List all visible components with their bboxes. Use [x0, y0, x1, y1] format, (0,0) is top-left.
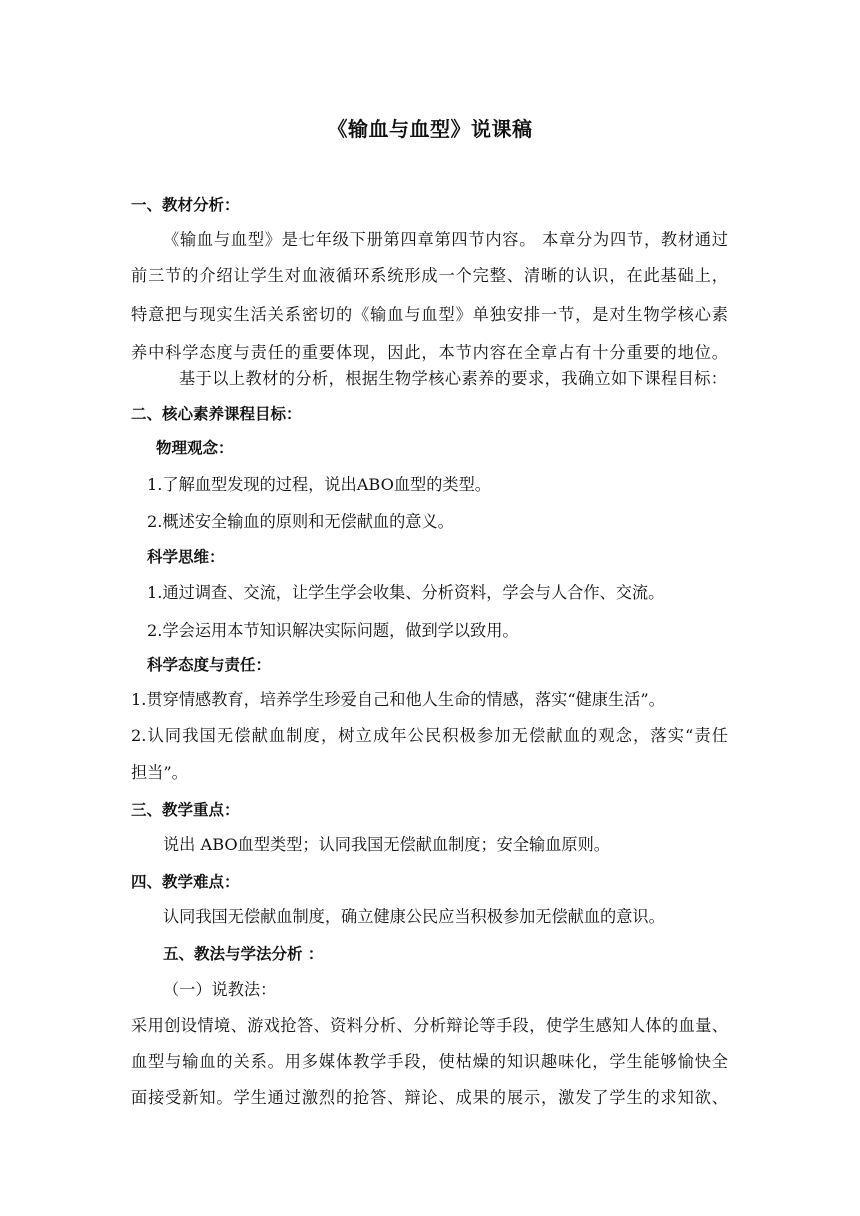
sub-heading-attitude-responsibility: 科学态度与责任：: [147, 656, 272, 674]
section-heading-key-points: 三、教学重点：: [131, 801, 240, 819]
section-heading-methods: 五、教法与学法分析 ：: [163, 945, 324, 963]
paragraph-line: 前三节的介绍让学生对血液循环系统形成一个完整、清晰的认识，在此基础上，: [131, 266, 728, 285]
difficulties-text: 认同我国无偿献血制度，确立健康公民应当积极参加无偿献血的意识。: [163, 907, 665, 926]
list-item: 1.通过调查、交流，让学生学会收集、分析资料，学会与人合作、交流。: [147, 583, 665, 602]
transition-line: 基于以上教材的分析，根据生物学核心素养的要求，我确立如下课程目标：: [179, 369, 727, 388]
sub-heading-scientific-thinking: 科学思维：: [147, 548, 225, 566]
list-item: 2.概述安全输血的原则和无偿献血的意义。: [147, 512, 454, 531]
list-item: 1.贯穿情感教育，培养学生珍爱自己和他人生命的情感，落实“健康生活”。: [131, 690, 665, 709]
section-heading-difficulties: 四、教学难点：: [131, 873, 240, 891]
paragraph-line: 采用创设情境、游戏抢答、资料分析、分析辩论等手段，使学生感知人体的血量、: [131, 1016, 728, 1035]
paragraph-line: 《输血与血型》是七年级下册第四章第四节内容。 本章分为四节，教材通过: [163, 230, 728, 249]
key-points-text: 说出 ABO血型类型；认同我国无偿献血制度；安全输血原则。: [163, 835, 610, 854]
sub-heading-physics-concept: 物理观念：: [156, 439, 234, 457]
section-heading-core-goals: 二、核心素养课程目标：: [131, 405, 302, 423]
list-item: 2.学会运用本节知识解决实际问题，做到学以致用。: [147, 621, 519, 640]
list-item: 2.认同我国无偿献血制度，树立成年公民积极参加无偿献血的观念，落实“责任: [131, 726, 728, 745]
list-item-continuation: 担当”。: [131, 763, 188, 782]
paragraph-line: 特意把与现实生活关系密切的《输血与血型》单独安排一节，是对生物学核心素: [131, 305, 728, 324]
section-heading-textbook-analysis: 一、教材分析：: [131, 196, 240, 214]
paragraph-line: 血型与输血的关系。用多媒体教学手段，使枯燥的知识趣味化，学生能够愉快全: [131, 1052, 728, 1071]
paragraph-line: 面接受新知。学生通过激烈的抢答、辩论、成果的展示，激发了学生的求知欲、: [131, 1088, 728, 1107]
document-title: 《输血与血型》说课稿: [327, 117, 533, 141]
list-item: 1.了解血型发现的过程，说出ABO血型的类型。: [147, 475, 491, 494]
paragraph-line: 养中科学态度与责任的重要体现，因此，本节内容在全章占有十分重要的地位。: [131, 343, 728, 362]
sub-heading-teaching-method: （一）说教法：: [163, 980, 277, 999]
